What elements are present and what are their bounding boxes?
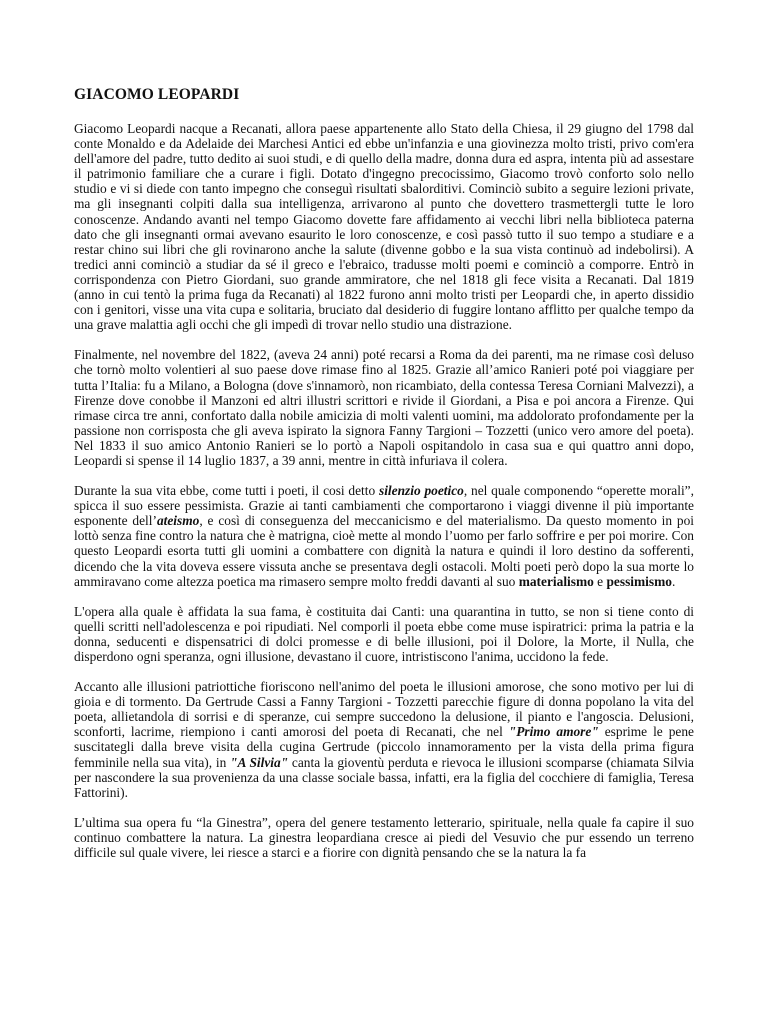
paragraph-ginestra: L’ultima sua opera fu “la Ginestra”, opera del genere testamento letterario, spirituale, nella quale fa capire il suo continuo combattere la natura. La ginestra leopardiana cresce ai piedi del Vesuvio che pur essendo un terreno difficile sul quale vivere, lei riesce a starci e a fiorire con dignità pensando che se la natura la fa <box>74 814 694 861</box>
document-page <box>74 86 694 875</box>
text-run: Accanto alle illusioni patriottiche fioriscono nell'animo del poeta le illusioni amorose, che sono motivo per lui di gioia e di tormento. Da Gertrude Cassi a Fanny Targioni - Tozzetti parecchie figure di donna popolano la vita del poeta, allietandola di sorrisi e di speranze, cui sempre succedono la delusione, il pianto e l'angoscia. Delusioni, sconforti, lacrime, riempiono i canti amorosi del poeta di Recanati, che nel <box>74 679 694 740</box>
text-run: , e così di conseguenza del meccanicismo e del materialismo. Da questo momento in poi lottò senza fine contro la natura che è matrigna, cioè mette al mondo l’uomo per farlo soffrire e per poi morire. Con questo Leopardi esorta tutti gli uomini a combattere con dignità la natura e quindi il loro destino da sofferenti, dicendo che la vita doveva essere vissuta anche se presentava degli ostacoli. Molti poeti però dopo la sua morte lo ammiravano come altezza poetica ma rimasero sempre molto freddi davanti al suo <box>74 513 694 589</box>
paragraph-biography-early: Giacomo Leopardi nacque a Recanati, allora paese appartenente allo Stato della Chiesa, il 29 giugno del 1798 dal conte Monaldo e da Adelaide dei Marchesi Antici ed ebbe un'infanzia e una giovinezza molto tristi, privo com'era dell'amore del padre, tutto dedito ai suoi studi, e di quello della madre, donna dura ed aspra, intenta più ad assestare il patrimonio familiare che a curare i figli. Dotato d'ingegno precocissimo, Giacomo trovò conforto solo nello studio e vi si diede con tanto impegno che conseguì risultati sbalorditivi. Cominciò subito a seguire lezioni private, ma gli insegnanti colpiti dalla sua intelligenza, arrivarono al punto che dovettero trasmettergli tutte le loro conoscenze. Andando avanti nel tempo Giacomo dovette fare affidamento ai vecchi libri nella biblioteca paterna dato che gli insegnanti ormai avevano esaurito le loro conoscenze, e così passò tutto il suo tempo a studiare e a restar chino sui libri che gli rovinarono anche la salute (divenne gobbo e la sua vista continuò ad indebolirsi). A tredici anni cominciò a studiar da sé il greco e l'ebraico, tradusse molti poemi e cominciò a comporre. Entrò in corrispondenza con Pietro Giordani, suo grande ammiratore, che nel 1818 gli fece visita a Recanati. Dal 1819 (anno in cui tentò la prima fuga da Recanati) al 1822 furono anni molto tristi per Leopardi che, in aperto dissidio con i genitori, visse una vita cupa e solitaria, bruciato dal desiderio di fuggire lontano afflitto per qualche tempo da una grave malattia agli occhi che gli impedì di trovar nello studio una distrazione. <box>74 121 694 333</box>
text-run: . <box>671 573 676 589</box>
paragraph-biography-travels: Finalmente, nel novembre del 1822, (aveva 24 anni) poté recarsi a Roma da dei parenti, ma ne rimase così deluso che tornò molto volentieri al suo paese dove rimase fino al 1825. Grazie all’amico Ranieri poté poi viaggiare per tutta l’Italia: fu a Milano, a Bologna (dove s'innamorò, non ricambiato, della contessa Teresa Corniani Malvezzi), a Firenze dove conobbe il Manzoni ed altri illustri scrittori e rivide il Giordani, a Pisa e poi ancora a Firenze. Qui rimase circa tre anni, confortato dalla nobile amicizia di molti valenti uomini, ma addolorato profondamente per la passione non corrisposta che gli aveva ispirato la signora Fanny Targioni – Tozzetti (unico vero amore del poeta). Nel 1833 il suo amico Antonio Ranieri se lo portò a Napoli ospitandolo in casa sua e qui quattro anni dopo, Leopardi si spense il 14 luglio 1837, a 39 anni, mentre in città infuriava il colera. <box>74 347 694 468</box>
document-title: GIACOMO LEOPARDI <box>74 86 240 103</box>
text-run: esprime le pene suscitategli dalla breve visita della cugina Gertrude (piccolo innamoramento per la vista della prima figura femminile nella sua vita), in <box>74 724 694 770</box>
emphasis-primo-amore: "Primo amore" <box>508 724 599 740</box>
text-run: canta la gioventù perduta e rievoca le illusioni scomparse (chiamata Silvia per nascondere la sua provenienza da una classe sociale bassa, infatti, era la figlia del cocchiere di famiglia, Teresa Fattorini). <box>74 754 694 800</box>
paragraph-canti: L'opera alla quale è affidata la sua fama, è costituita dai Canti: una quarantina in tutto, se non si tiene conto di quelli scritti nell'adolescenza e poi ripudiati. Nel comporli il poeta ebbe come muse ispiratrici: prima la patria e la donna, seducenti e dispensatrici di dolci promesse e di belle illusioni, poi il Dolore, la Morte, il Nulla, che disperdono ogni speranza, ogni illusione, devastano il cuore, intristiscono l'anima, uccidono la fede. <box>74 603 694 664</box>
text-run: Durante la sua vita ebbe, come tutti i poeti, il cosi detto <box>74 483 379 499</box>
emphasis-a-silvia: "A Silvia" <box>230 754 289 770</box>
text-run: , nel quale componendo “operette morali”, spicca il suo essere pessimista. Grazie ai tanti cambiamenti che comportarono i viaggi divenne il più importante esponente dell’ <box>74 483 694 529</box>
emphasis-ateismo: ateismo <box>156 513 200 529</box>
emphasis-silenzio-poetico: silenzio poetico <box>378 483 464 499</box>
paragraph-love-illusions <box>74 679 694 800</box>
text-run: e <box>593 573 607 589</box>
paragraph-philosophy <box>74 483 694 589</box>
emphasis-materialismo: materialismo <box>518 573 594 589</box>
emphasis-pessimismo: pessimismo <box>606 573 672 589</box>
